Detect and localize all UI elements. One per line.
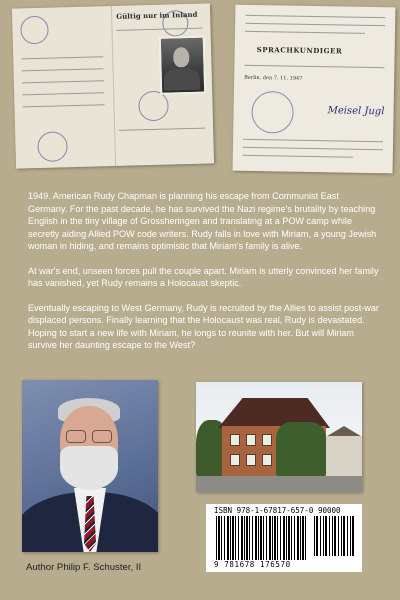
form-line — [22, 68, 104, 71]
official-stamp — [37, 131, 68, 162]
book-blurb — [28, 190, 380, 364]
document-title: Gültig nur im Inland — [116, 9, 198, 21]
isbn-number: ISBN 978-1-67817-657-0 — [214, 506, 314, 515]
form-line — [22, 92, 104, 95]
form-line — [244, 65, 384, 68]
identity-document-photo — [12, 3, 214, 168]
portrait-shoulders — [164, 68, 201, 91]
house-window — [230, 454, 240, 466]
barcode-digits: 9 781678 176570 — [214, 560, 291, 569]
form-line — [243, 147, 383, 150]
id-portrait-photo — [159, 36, 207, 95]
house-window — [246, 434, 256, 446]
form-line — [245, 23, 385, 26]
official-stamp — [251, 91, 294, 134]
ivy — [276, 422, 326, 476]
barcode-addon-bars — [314, 516, 354, 556]
certificate-date: Berlin, den 7. 11. 1947 — [244, 74, 303, 82]
blurb-paragraph: At war's end, unseen forces pull the couple apart. Miriam is utterly convinced her family has vanished, yet Rudy remains a Holocaust skeptic. — [28, 265, 379, 288]
annex-building — [326, 436, 362, 476]
form-line — [21, 56, 103, 59]
blurb-paragraph: 1949. American Rudy Chapman is planning his escape from Communist East Germany. For the past decade, he has survived the Nazi regime's brutality by teaching English in the tiny village of Grossheringen and translating at a POW camp while secretly aiding Allied POW code writers. Rudy falls in love with Miriam, a young Jewish woman in hiding, and remains optimistic that Miriam's family is alive. — [28, 191, 377, 251]
translator-certificate-photo — [233, 5, 396, 174]
form-line — [245, 15, 385, 18]
house-window — [246, 454, 256, 466]
official-stamp — [20, 16, 49, 45]
form-line — [23, 104, 105, 107]
house-window — [262, 454, 272, 466]
isbn-barcode — [206, 504, 362, 572]
house-window — [230, 434, 240, 446]
author-photo — [22, 380, 158, 552]
road — [196, 476, 362, 492]
portrait-face — [173, 47, 190, 67]
house-window — [262, 434, 272, 446]
price-code: 90000 — [318, 506, 341, 515]
signature: Meisel Jugl — [327, 105, 385, 118]
form-line — [119, 128, 205, 131]
form-line — [22, 80, 104, 83]
form-line — [243, 139, 383, 142]
form-line — [245, 31, 365, 34]
form-line — [117, 28, 203, 31]
house-photo — [196, 382, 362, 492]
form-line — [243, 155, 353, 158]
document-fold — [111, 6, 116, 166]
author-glasses — [66, 430, 112, 442]
blurb-paragraph: Eventually escaping to West Germany, Rudy is recruited by the Allies to assist post-war displaced persons. Finally learning that the Holocaust was real, Rudy is devastated. Hoping to start a new life with Miriam, he longs to reunite with her. But will Miriam survive her daunting escape to the West? — [28, 302, 379, 350]
barcode-bars — [216, 516, 306, 560]
author-caption: Author Philip F. Schuster, II — [26, 562, 142, 573]
official-stamp — [138, 91, 169, 122]
certificate-title: SPRACHKUNDIGER — [256, 44, 343, 56]
author-beard — [60, 446, 118, 490]
